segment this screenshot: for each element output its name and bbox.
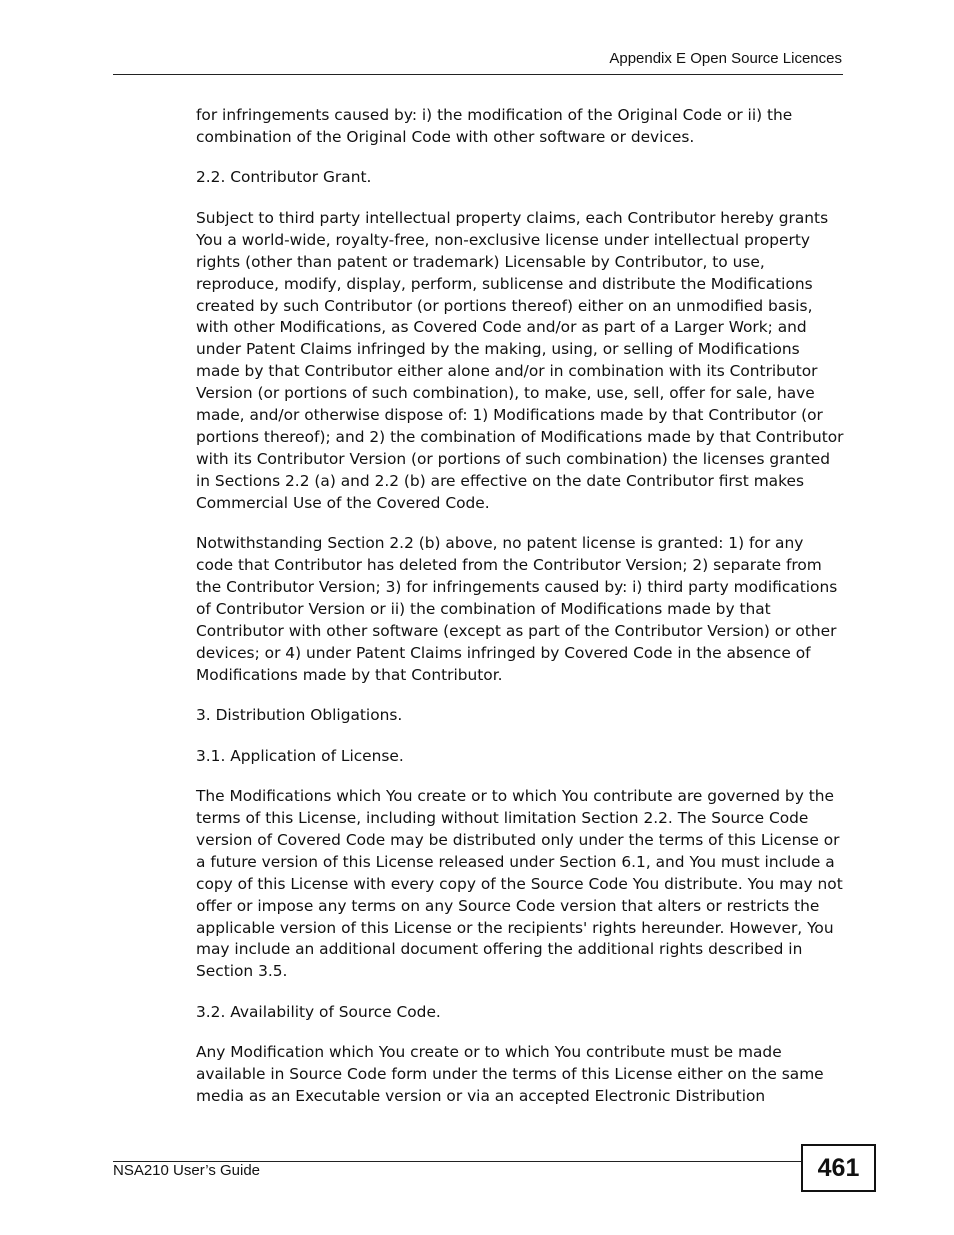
paragraph-notwithstanding: Notwithstanding Section 2.2 (b) above, no patent license is granted: 1) for any code that Contributor has deleted from the Contributor Version; 2) separate from the Contributor Version; 3) for infringements caused by: i) third party modifications of Contributor Version or ii) the combination of Modifications made by that Contributor with other software (except as part of the Contributor Version) or other devices; or 4) under Patent Claims infringed by Covered Code in the absence of Modifications made by that Contributor.	[196, 534, 838, 684]
paragraph-availability: Any Modification which You create or to which You contribute must be made available in Source Code form under the terms of this License either on the same media as an Executable version or via an accepted Electronic Distribution	[196, 1043, 824, 1106]
page-number: 461	[801, 1144, 876, 1192]
paragraph-contributor-grant: Subject to third party intellectual property claims, each Contributor hereby grants You a world-wide, royalty-free, non-exclusive license under intellectual property rights (other than patent or trademark) Licensable by Contributor, to use, reproduce, modify, display, perform, sublicense and distribute the Modifications created by such Contributor (or portions thereof) either on an unmodified basis, with other Modifications, as Covered Code and/or as part of a Larger Work; and under Patent Claims infringed by the making, using, or selling of Modifications made by that Contributor either alone and/or in combination with its Contributor Version (or portions of such combination), to make, use, sell, offer for sale, have made, and/or otherwise dispose of: 1) Modifications made by that Contributor (or portions thereof); and 2) the combination of Modifications made by that Contributor with its Contributor Version (or portions of such combination) the licenses granted in Sections 2.2 (a) and 2.2 (b) are effective on the date Contributor first makes Commercial Use of the Covered Code.	[196, 208, 844, 512]
section-heading-3-2: 3.2. Availability of Source Code.	[196, 1002, 441, 1021]
paragraph-application-of-license: The Modifications which You create or to which You contribute are governed by the terms of this License, including without limitation Section 2.2. The Source Code version of Covered Code may be distributed only under the terms of this License or a future version of this License released under Section 6.1, and You must include a copy of this License with every copy of the Source Code You distribute. You may not offer or impose any terms on any Source Code version that alters or restricts the applicable version of this License or the recipients' rights hereunder. However, You may include an additional document offering the additional rights described in Section 3.5.	[196, 787, 843, 981]
section-heading-3: 3. Distribution Obligations.	[196, 706, 403, 725]
running-header: Appendix E Open Source Licences	[609, 50, 842, 67]
section-heading-2-2: 2.2. Contributor Grant.	[196, 168, 372, 187]
page-body	[196, 105, 844, 1127]
footer-guide-name: NSA210 User’s Guide	[113, 1162, 261, 1179]
header-divider	[113, 74, 843, 75]
paragraph-continuation: for infringements caused by: i) the modification of the Original Code or ii) the combination of the Original Code with other software or devices.	[196, 106, 793, 146]
section-heading-3-1: 3.1. Application of License.	[196, 746, 404, 765]
